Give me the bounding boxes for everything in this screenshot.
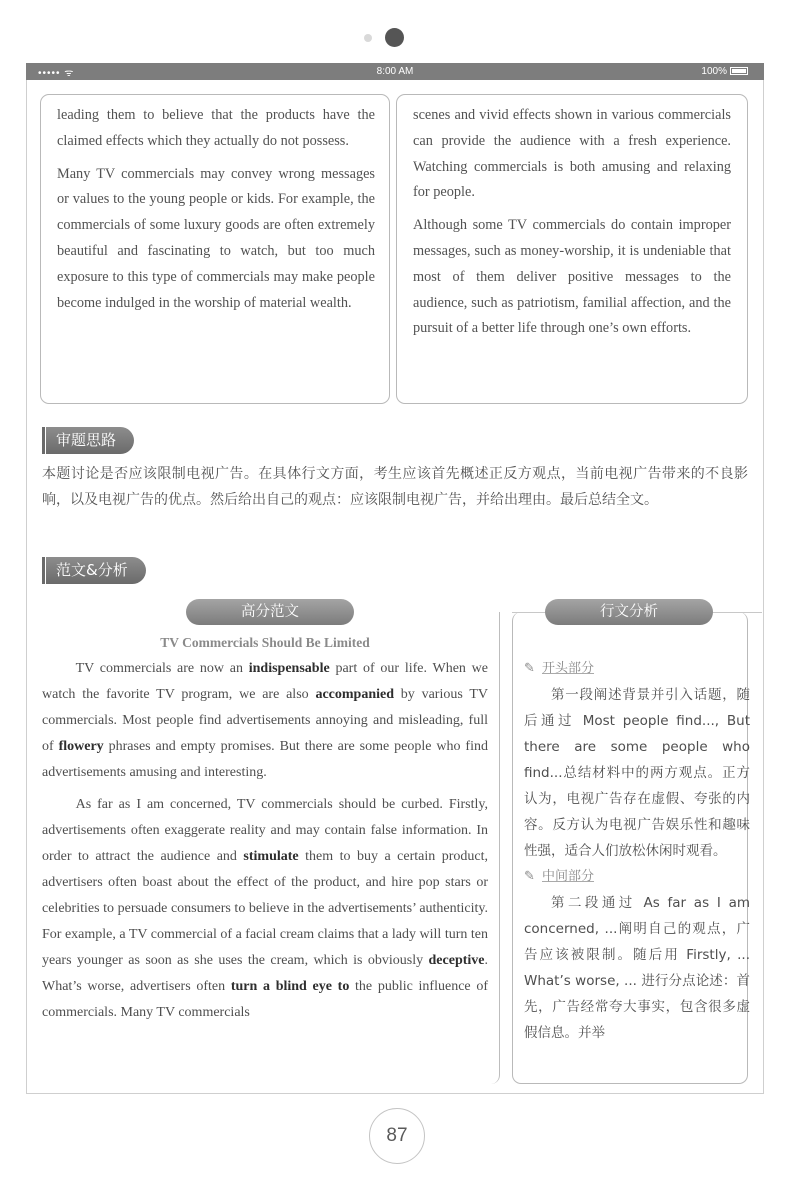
section-heading-sample: 范文&分析 [46, 557, 146, 584]
tab-writing-analysis: 行文分析 [545, 599, 713, 625]
writing-analysis [524, 656, 750, 1046]
section-heading-analysis: 审题思路 [46, 427, 134, 454]
page-number: 87 [369, 1108, 425, 1164]
section-text: 本题讨论是否应该限制电视广告。在具体行文方面，考生应该首先概述正反方观点，当前电视广告带来的不良影响，以及电视广告的优点。然后给出自己的观点：应该限制电视广告，并给出理由。最后总结全文。 [42, 466, 748, 508]
battery-indicator [701, 66, 748, 77]
analysis-paragraph: 第一段阐述背景并引入话题，随后通过 Most people find..., But there are some people who find...总结材料中的两方观点。正方认为，电视广告存在虚假、夸张的内容。反方认为电视广告娱乐性和趣味性强，适合人们放松休闲时观看。 [524, 687, 750, 859]
top-right-card [396, 94, 748, 404]
status-bar [26, 63, 764, 80]
card-paragraph: leading them to believe that the products have the claimed effects which they actually do not possess. [57, 107, 375, 149]
analysis-subheading: ✎ 中间部分 [524, 864, 750, 890]
card-paragraph: Many TV commercials may convey wrong messages or values to the young people or kids. For example, the commercials of some luxury goods are often extremely beautiful and fascinating to watch, but too much exposure to this type of commercials may make people become indulged in the worship of material wealth. [57, 165, 375, 311]
analysis-subheading: ✎ 开头部分 [524, 656, 750, 682]
essay-paragraph: As far as I am concerned, TV commercials should be curbed. Firstly, advertisements often exaggerate reality and may contain false information. In order to attract the audience and stimulate them to buy a certain product, advertisers often boast about the effect of the product, and hire pop stars or celebrities to persuade consumers to believe in the advertisements’ authenticity. For example, a TV commercial of a facial cream claims that a lady will turn ten years younger as soon as she uses the cream, which is obviously deceptive. What’s worse, advertisers often turn a blind eye to the public influence of commercials. Many TV commercials [42, 797, 488, 1020]
analysis-paragraph: 第二段通过 As far as I am concerned, ...阐明自己的观点，广告应该被限制。随后用 Firstly, ... What’s worse, ... 进行分点论述：首先，广告经常夸大事实，包含很多虚假信息。并举 [524, 895, 750, 1041]
pen-icon: ✎ [524, 661, 535, 676]
essay-paragraph: TV commercials are now an indispensable part of our life. When we watch the favorite TV program, we are also accompanied by various TV commercials. Most people find advertisements annoying and misleading, full of flowery phrases and empty promises. But there are some people who find advertisements amusing and interesting. [42, 661, 488, 780]
card-paragraph: scenes and vivid effects shown in various commercials can provide the audience with a fresh experience. Watching commercials is both amusing and relaxing for people. [413, 107, 731, 201]
signal-wifi-icon: ••••• ᯤ [38, 68, 75, 79]
device-camera-dots [0, 28, 800, 48]
tab-sample-essay: 高分范文 [186, 599, 354, 625]
top-left-card [40, 94, 390, 404]
card-paragraph: Although some TV commercials do contain improper messages, such as money-worship, it is undeniable that most of them deliver positive messages to the audience, such as patriotism, familial affection, and the pursuit of a better life through one’s own efforts. [413, 217, 731, 337]
battery-percent: 100% [701, 66, 727, 77]
sample-essay [42, 656, 488, 1026]
pen-icon: ✎ [524, 869, 535, 884]
battery-icon [730, 67, 748, 75]
essay-title: TV Commercials Should Be Limited [160, 635, 370, 650]
sensor-dot [364, 34, 372, 42]
status-time: 8:00 AM [376, 66, 414, 77]
camera-dot [385, 28, 404, 47]
